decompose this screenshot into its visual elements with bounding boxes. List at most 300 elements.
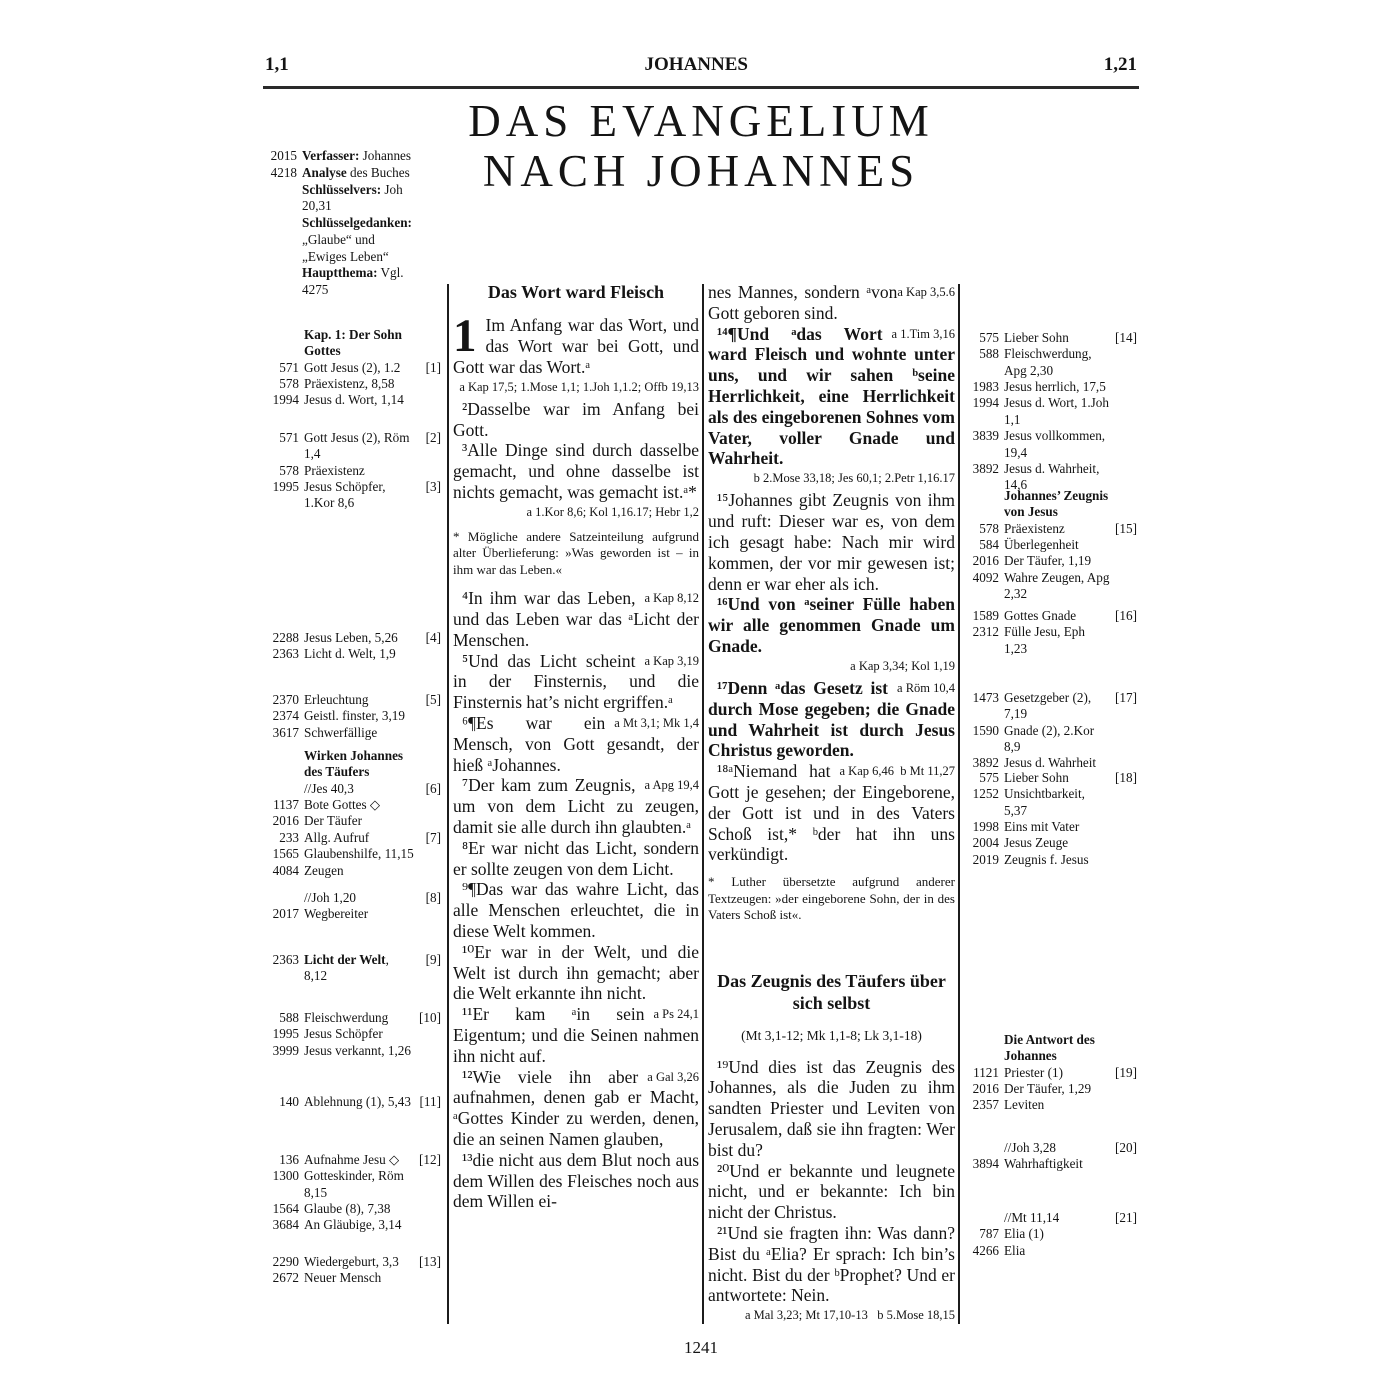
margin-note-text-main: Präexistenz: [304, 462, 365, 478]
margin-note-text-main: //Mt 11,14: [1004, 1210, 1060, 1225]
margin-note-row: [265, 430, 441, 463]
verse-paragraph: [453, 1004, 699, 1066]
margin-note-text-main: Glaube (8), 7,38: [304, 1201, 391, 1217]
margin-note-number: [263, 215, 302, 232]
margin-note-row: [265, 479, 441, 512]
margin-note-group: [965, 1140, 1137, 1173]
margin-note-row: [263, 165, 445, 182]
margin-note-row: [265, 725, 441, 741]
margin-note-text: [304, 906, 441, 922]
margin-note-text-main: Gott Jesus (2), 1.2: [304, 359, 401, 375]
margin-note-text: [1004, 835, 1137, 851]
margin-note-number: 4218: [270, 164, 297, 180]
margin-note-number: 575: [979, 330, 999, 345]
margin-note-row: [265, 797, 441, 813]
margin-note-text: [1004, 537, 1137, 553]
margin-note-row: [265, 1254, 441, 1270]
verse-text: ³Alle Dinge sind durch dasselbe gemacht, und ohne dasselbe ist nichts gemacht, was gemacht ist.ᵃ*: [453, 440, 699, 503]
margin-note-number: 3894: [972, 1156, 999, 1172]
margin-note-text-main: Jesus d. Wahrheit: [1004, 755, 1097, 771]
margin-note-text-bold: Analyse: [302, 164, 347, 180]
margin-note-number: 4084: [272, 862, 299, 878]
margin-note-text: [304, 1026, 441, 1042]
margin-note-number: 584: [979, 537, 999, 553]
margin-note-number: 1565: [272, 846, 299, 862]
verse-paragraph: [453, 588, 699, 650]
cross-ref-line: a 1.Kor 8,6; Kol 1,16.17; Hebr 1,2: [526, 504, 699, 519]
verse-text: ²¹Und sie fragten ihn: Was dann? Bist du ᵃElia? Er sprach: Ich bin’s nicht. Bist du der ᵇProphet? Und er antwortete: Nein.: [708, 1222, 955, 1306]
margin-note-row: [265, 1026, 441, 1042]
verse-marker: [20]: [1115, 1140, 1137, 1155]
margin-note-number: [265, 781, 304, 797]
verse-marker: [17]: [1115, 690, 1137, 705]
margin-note-text-rest: Vgl. 4275: [302, 265, 404, 298]
margin-note-text-bold: Licht der Welt: [304, 952, 386, 967]
margin-note-text-main: Lieber Sohn: [1004, 770, 1069, 785]
margin-note-text: [304, 376, 441, 392]
margin-note-text-main: Geistl. finster, 3,19: [304, 708, 405, 724]
margin-note-text: [1004, 1081, 1137, 1097]
margin-note-text: [304, 1168, 441, 1201]
margin-note-number: 1137: [273, 797, 299, 813]
margin-note-text: [304, 430, 441, 463]
margin-note-text-main: Überlegenheit: [1004, 537, 1079, 553]
margin-note-row: [965, 379, 1137, 395]
margin-note-text-main: Jesus d. Wort, 1.Joh 1,1: [1004, 395, 1109, 427]
margin-note-row: [265, 781, 441, 797]
margin-note-text: [304, 781, 441, 797]
margin-note-group: [265, 890, 441, 923]
verse-text: ²Dasselbe war im Anfang bei Gott.: [453, 398, 699, 440]
margin-note-group: [965, 488, 1137, 603]
margin-note-row: [965, 1081, 1137, 1097]
verse-paragraph: [453, 1067, 699, 1150]
verse-paragraph: [453, 775, 699, 837]
verse-text: ⁴In ihm war das Leben, und das Leben war das ᵃLicht der Menschen.: [453, 588, 699, 650]
margin-note-text-main: Jesus Leben, 5,26: [304, 630, 398, 645]
margin-note-number: 2016: [972, 553, 999, 569]
margin-note-number: 1995: [272, 479, 299, 495]
margin-note-text-bold: Hauptthema:: [302, 265, 378, 281]
margin-note-row: [965, 1140, 1137, 1156]
margin-note-number: 578: [279, 376, 299, 392]
verse-text: ¹⁷Denn ᵃdas Gesetz ist durch Mose gegeben; die Gnade und Wahrheit ist durch Jesus Christus geworden.: [708, 678, 955, 761]
margin-note-row: [965, 1156, 1137, 1172]
margin-note-text-main: Unsichtbarkeit, 5,37: [1004, 786, 1085, 818]
margin-note-text-main: Jesus d. Wort, 1,14: [304, 392, 404, 408]
margin-note-text-main: Jesus verkannt, 1,26: [304, 1042, 411, 1058]
verse-text: ⁶¶Es war ein Mensch, von Gott gesandt, der hieß ᵃJohannes.: [453, 713, 699, 775]
margin-note-group: [265, 1254, 441, 1287]
margin-note-number: 1589: [972, 608, 999, 623]
verse-text: ¹³die nicht aus dem Blut noch aus dem Willen des Fleisches noch aus dem Willen ei-: [453, 1149, 699, 1212]
margin-note-number: 1995: [272, 1026, 299, 1042]
margin-note-text-main: Jesus Schöpfer, 1.Kor 8,6: [304, 479, 386, 511]
margin-note-text-main: Erleuchtung: [304, 692, 369, 707]
margin-note-text-main: Jesus herrlich, 17,5: [1004, 379, 1106, 395]
margin-note-number: 2016: [972, 1081, 999, 1097]
margin-note-text: [304, 708, 441, 724]
margin-note-text-main: Lieber Sohn: [1004, 330, 1069, 345]
margin-note-text-main: Gotteskinder, Röm 8,15: [304, 1168, 404, 1200]
margin-note-row: [265, 376, 441, 392]
margin-note-group: [265, 1010, 441, 1059]
margin-note-text: [304, 1201, 441, 1217]
margin-note-row: [265, 1152, 441, 1168]
margin-note-text-rest: „Glaube“ und „Ewiges Leben“: [302, 231, 389, 264]
margin-note-text: [302, 148, 445, 165]
margin-note-row: [265, 360, 441, 376]
margin-note-group: [265, 952, 441, 985]
margin-note-group: [265, 692, 441, 741]
translators-footnote: * Mögliche andere Satzeinteilung aufgrund alter Überlieferung: »Was geworden ist – in ihm war das Leben.«: [453, 529, 699, 577]
verse-text: ²⁰Und er bekannte und leugnete nicht, und er bekannte: Ich bin nicht der Christus.: [708, 1160, 955, 1223]
margin-group-header: Die Antwort des Johannes: [1004, 1032, 1095, 1064]
margin-note-number: 2363: [272, 646, 299, 662]
margin-note-text-main: Zeugen: [304, 862, 344, 878]
margin-note-group: [265, 630, 441, 663]
verse-text: ¹²Wie viele ihn aber aufnahmen, denen gab er Macht, ᵃGottes Kinder zu werden, denen, die an seinen Namen glauben,: [453, 1066, 699, 1149]
margin-note-text: [304, 890, 441, 906]
margin-note-text: [1004, 852, 1137, 868]
verse-marker: [14]: [1115, 330, 1137, 345]
verse-paragraph: [453, 879, 699, 941]
margin-note-text: [304, 863, 441, 879]
margin-note-text: [304, 630, 441, 646]
margin-note-row: [265, 906, 441, 922]
margin-note-text-main: Eins mit Vater: [1004, 819, 1080, 835]
margin-note-row: [965, 835, 1137, 851]
margin-note-row: [265, 813, 441, 829]
margin-note-text-main: Fleischwerdung: [304, 1010, 389, 1025]
margin-note-row: [265, 1168, 441, 1201]
margin-note-number: 233: [279, 829, 299, 845]
margin-note-text-main: Ablehnung (1), 5,43: [304, 1094, 411, 1109]
margin-note-text-main: Fleischwerdung, Apg 2,30: [1004, 346, 1092, 378]
margin-note-number: 2290: [272, 1254, 299, 1269]
main-columns: [265, 282, 1137, 1328]
margin-note-group: [265, 327, 441, 409]
verse-paragraph: [453, 838, 699, 880]
verse-text: ¹⁴¶Und ᵃdas Wort ward Fleisch und wohnte unter uns, und wir sahen ᵇseine Herrlichkeit, eine Herrlichkeit als des eingeborenen Sohnes vom Vater, voller Gnade und Wahrheit.: [708, 323, 955, 469]
translators-footnote: * Luther übersetzte aufgrund anderer Textzeugen: »der eingeborene Sohn, der in des Vaters Schoß ist«.: [708, 874, 955, 922]
inline-cross-ref: a Mt 3,1; Mk 1,4: [614, 716, 699, 731]
margin-note-number: 588: [279, 1010, 299, 1025]
margin-note-text: [304, 725, 441, 741]
margin-note-row: [265, 463, 441, 479]
margin-note-row: [965, 1065, 1137, 1081]
margin-note-number: 1252: [972, 786, 999, 802]
inline-cross-ref: a Kap 3,5.6: [897, 285, 955, 299]
margin-note-number: 3892: [972, 755, 999, 771]
verse-marker: [12]: [419, 1152, 441, 1167]
page-number: 1241: [684, 1338, 718, 1357]
verse-paragraph: [453, 310, 699, 377]
margin-note-number: 2016: [272, 813, 299, 829]
margin-note-text: [302, 165, 445, 182]
margin-note-number: 136: [279, 1152, 299, 1167]
margin-note-number: 578: [279, 462, 299, 478]
margin-note-number: 4266: [972, 1242, 999, 1258]
margin-note-row: [965, 1097, 1137, 1113]
margin-note-number: 2004: [972, 835, 999, 851]
margin-note-number: [265, 890, 304, 906]
margin-note-text: [1004, 1097, 1137, 1113]
verse-marker: [16]: [1115, 608, 1137, 623]
margin-note-group: [265, 430, 441, 512]
margin-note-row: [965, 553, 1137, 569]
verse-text: ¹¹Er kam ᵃin sein Eigentum; und die Seinen nahmen ihn nicht auf.: [453, 1004, 699, 1066]
margin-group-header: Johannes’ Zeugnis von Jesus: [1004, 488, 1109, 520]
verse-marker: [21]: [1115, 1210, 1137, 1225]
margin-note-text: [304, 797, 441, 813]
margin-note-row: [965, 723, 1137, 756]
verse-paragraph: [708, 490, 955, 594]
margin-note-row: [265, 1010, 441, 1026]
margin-note-row: [965, 690, 1137, 723]
scripture-column-left: [453, 282, 699, 1328]
margin-note-number: 140: [279, 1094, 299, 1109]
verse-text: ¹⁹Und dies ist das Zeugnis des Johannes, als die Juden zu ihm sandten Priester und Leviten von Jerusalem, daß sie ihn fragten: Wer bist du?: [708, 1056, 955, 1160]
margin-note-text: [1004, 786, 1137, 819]
margin-note-number: 1473: [972, 690, 999, 705]
inline-cross-ref: a Kap 8,12: [644, 591, 699, 606]
verse-marker: [7]: [425, 829, 441, 845]
verse-paragraph: [453, 651, 699, 713]
margin-note-group: [965, 690, 1137, 772]
margin-group-header: Kap. 1: Der Sohn Gottes: [304, 327, 402, 359]
header-rule: [263, 86, 1139, 89]
margin-note-text-main: Licht d. Welt, 1,9: [304, 646, 396, 662]
margin-note-row: [965, 346, 1137, 379]
margin-note-number: 2015: [270, 148, 297, 163]
margin-note-row: [265, 646, 441, 662]
margin-note-number: [965, 1140, 1004, 1156]
running-head-book-title: JOHANNES: [644, 54, 748, 75]
margin-note-text: [304, 646, 441, 662]
margin-note-text: [304, 692, 441, 708]
verse-marker: [8]: [425, 890, 441, 905]
margin-note-row: [965, 786, 1137, 819]
margin-note-row: [965, 395, 1137, 428]
margin-note-row: [265, 952, 441, 985]
margin-note-text: [304, 1217, 441, 1233]
running-head: [265, 54, 1137, 76]
margin-note-text-main: Leviten: [1004, 1097, 1045, 1113]
parallel-passages-ref: (Mt 3,1-12; Mk 1,1-8; Lk 3,1-18): [741, 1027, 922, 1043]
margin-note-number: 1564: [272, 1201, 299, 1217]
margin-note-text: [302, 232, 445, 266]
margin-note-text-main: //Joh 3,28: [1004, 1140, 1057, 1155]
verse-marker: [9]: [425, 952, 441, 967]
margin-note-text-main: //Joh 1,20: [304, 890, 357, 905]
margin-group-header: Wirken Johannes des Täufers: [304, 748, 404, 780]
margin-note-text-main: Gesetzgeber (2), 7,19: [1004, 690, 1092, 722]
margin-note-text: [304, 952, 441, 985]
verse-paragraph: [708, 282, 955, 324]
margin-note-text-main: Wahrhaftigkeit: [1004, 1156, 1083, 1172]
left-margin-notes-column: [265, 282, 441, 1328]
margin-note-group: [965, 1210, 1137, 1259]
margin-note-row: [263, 148, 445, 165]
margin-note-text-main: Gottes Gnade: [1004, 608, 1077, 623]
margin-note-text-main: Aufnahme Jesu ◇: [304, 1152, 400, 1167]
margin-note-text: [302, 182, 445, 216]
margin-note-number: 4092: [972, 569, 999, 585]
margin-note-text-main: Fülle Jesu, Eph 1,23: [1004, 624, 1085, 656]
margin-note-text: [304, 1043, 441, 1059]
margin-note-group: [265, 1152, 441, 1234]
book-title-line1: DAS EVANGELIUM: [468, 96, 934, 146]
margin-note-row: [265, 708, 441, 724]
verse-paragraph: [708, 594, 955, 656]
margin-note-text: [1004, 1156, 1137, 1172]
margin-note-row: [965, 1243, 1137, 1259]
column-rule-center: [702, 284, 704, 1324]
margin-note-text-main: Wiedergeburt, 3,3: [304, 1254, 399, 1269]
margin-note-number: 1121: [973, 1064, 999, 1080]
margin-note-row: [965, 537, 1137, 553]
margin-note-row: [965, 1210, 1137, 1226]
margin-note-row: [263, 215, 445, 232]
margin-note-text-rest: , 8,12: [304, 952, 389, 984]
inline-cross-ref: a Kap 6,46 b Mt 11,27: [839, 764, 955, 779]
cross-ref-line: a Kap 17,5; 1.Mose 1,1; 1.Joh 1,1.2; Offb 19,13: [459, 379, 699, 394]
margin-note-text: [1004, 395, 1137, 428]
margin-note-number: 2357: [972, 1097, 999, 1113]
margin-note-text: [304, 830, 441, 846]
margin-note-number: 2017: [272, 906, 299, 922]
margin-note-row: [265, 846, 441, 862]
margin-note-number: 2374: [272, 708, 299, 724]
margin-note-text: [1004, 379, 1137, 395]
verse-marker: [2]: [425, 430, 441, 445]
margin-note-text: [304, 846, 441, 862]
margin-note-row: [265, 1270, 441, 1286]
margin-note-text-main: Jesus Schöpfer: [304, 1026, 383, 1042]
verse-text: nes Mannes, sondern ᵃvon Gott geboren sind.: [708, 282, 898, 323]
margin-note-row: [263, 232, 445, 266]
verse-paragraph: [708, 761, 955, 865]
margin-note-text-main: Wahre Zeugen, Apg 2,32: [1004, 569, 1110, 602]
margin-note-text: [304, 360, 441, 376]
margin-note-number: 2288: [272, 630, 299, 645]
margin-note-row: [265, 630, 441, 646]
margin-note-row: [265, 1201, 441, 1217]
margin-note-text-main: Priester (1): [1004, 1064, 1063, 1080]
margin-note-text-main: Neuer Mensch: [304, 1270, 382, 1286]
margin-note-number: 578: [979, 520, 999, 536]
margin-note-row: [965, 428, 1137, 461]
margin-note-row: [263, 182, 445, 216]
section-heading: Das Zeugnis des Täufers über sich selbst: [717, 971, 946, 1013]
margin-note-number: 1300: [272, 1168, 299, 1184]
verse-text: ¹⁰Er war in der Welt, und die Welt ist durch ihn gemacht; aber die Welt erkannte ihn nicht.: [453, 941, 699, 1004]
margin-note-group: [965, 770, 1137, 868]
margin-note-text-rest: des Buches: [346, 164, 410, 180]
margin-note-row: [265, 1043, 441, 1059]
margin-note-number: 1994: [972, 395, 999, 411]
margin-note-number: 2019: [972, 851, 999, 867]
margin-note-number: 787: [979, 1226, 999, 1242]
section-heading: Das Wort ward Fleisch: [487, 282, 665, 302]
inline-cross-ref: a Röm 10,4: [897, 681, 955, 696]
verse-text: ¹⁵Johannes gibt Zeugnis von ihm und ruft: Dieser war es, von dem ich gesagt habe: Nach mir wird kommen, der vor mir gewesen ist; denn er war eher als ich.: [708, 490, 955, 594]
margin-note-number: 2363: [272, 952, 299, 967]
verse-paragraph: [708, 678, 955, 761]
margin-note-text-main: Jesus vollkommen, 19,4: [1004, 428, 1106, 460]
margin-note-number: 3684: [272, 1217, 299, 1233]
verse-paragraph: [453, 713, 699, 775]
margin-note-text-main: Schwerfällige: [304, 724, 378, 740]
running-head-right-ref: 1,21: [1103, 54, 1137, 75]
margin-note-text-main: Elia: [1004, 1242, 1026, 1258]
margin-note-group: [265, 1094, 441, 1110]
verse-marker: [18]: [1115, 770, 1137, 785]
margin-note-number: 1994: [272, 392, 299, 408]
inline-cross-ref: a 1.Tim 3,16: [891, 326, 955, 341]
margin-note-text-main: Der Täufer: [304, 813, 362, 829]
margin-note-text-main: Wegbereiter: [304, 906, 369, 922]
verse-marker: [19]: [1115, 1064, 1137, 1080]
margin-note-text: [304, 463, 441, 479]
margin-note-row: [265, 830, 441, 846]
margin-note-group: [965, 330, 1137, 494]
cross-ref-line: a Kap 3,34; Kol 1,19: [850, 658, 955, 673]
margin-note-text-rest: Johannes: [359, 148, 412, 163]
margin-note-group: [965, 1032, 1137, 1114]
margin-note-group: [265, 748, 441, 879]
margin-note-number: 3617: [272, 724, 299, 740]
margin-note-text-main: Zeugnis f. Jesus: [1004, 851, 1089, 867]
margin-note-row: [265, 692, 441, 708]
margin-note-number: 3839: [972, 428, 999, 444]
verse-paragraph: [453, 1150, 699, 1212]
verse-paragraph: [453, 399, 699, 441]
margin-note-text-main: Der Täufer, 1,29: [1004, 1081, 1092, 1097]
verse-paragraph: [708, 1161, 955, 1223]
margin-note-text: [302, 215, 445, 232]
margin-note-text-main: Bote Gottes ◇: [304, 797, 381, 813]
margin-note-text-main: Präexistenz, 8,58: [304, 376, 395, 392]
margin-note-text: [304, 479, 441, 512]
margin-note-group: [965, 608, 1137, 657]
margin-note-row: [265, 890, 441, 906]
verse-text: ¹⁸ᵃNiemand hat Gott je gesehen; der Eingeborene, der Gott ist und in des Vaters Schoß ist,* ᵇder hat ihn uns verkündigt.: [708, 761, 955, 865]
margin-note-text: [1004, 624, 1137, 657]
verse-marker: [15]: [1115, 520, 1137, 536]
margin-note-text-main: Der Täufer, 1,19: [1004, 553, 1092, 569]
verse-text: ⁸Er war nicht das Licht, sondern er sollte zeugen von dem Licht.: [453, 837, 699, 879]
margin-note-number: 2312: [972, 624, 999, 640]
margin-note-row: [965, 624, 1137, 657]
margin-note-row: [265, 1217, 441, 1233]
margin-note-row: [965, 1226, 1137, 1242]
book-title-line2: NACH JOHANNES: [482, 146, 920, 197]
margin-note-text-bold: Schlüsselvers:: [302, 181, 382, 197]
margin-note-number: 575: [979, 770, 999, 785]
verse-paragraph: [708, 1223, 955, 1306]
margin-note-text-bold: Verfasser:: [302, 148, 360, 163]
inline-cross-ref: a Apg 19,4: [644, 778, 699, 793]
margin-note-text: [1004, 723, 1137, 756]
verse-marker: [3]: [425, 479, 441, 495]
margin-note-text: [304, 392, 441, 408]
margin-note-number: 3892: [972, 460, 999, 476]
running-head-left-ref: 1,1: [265, 54, 289, 75]
margin-note-number: [263, 232, 302, 266]
margin-note-row: [965, 570, 1137, 603]
